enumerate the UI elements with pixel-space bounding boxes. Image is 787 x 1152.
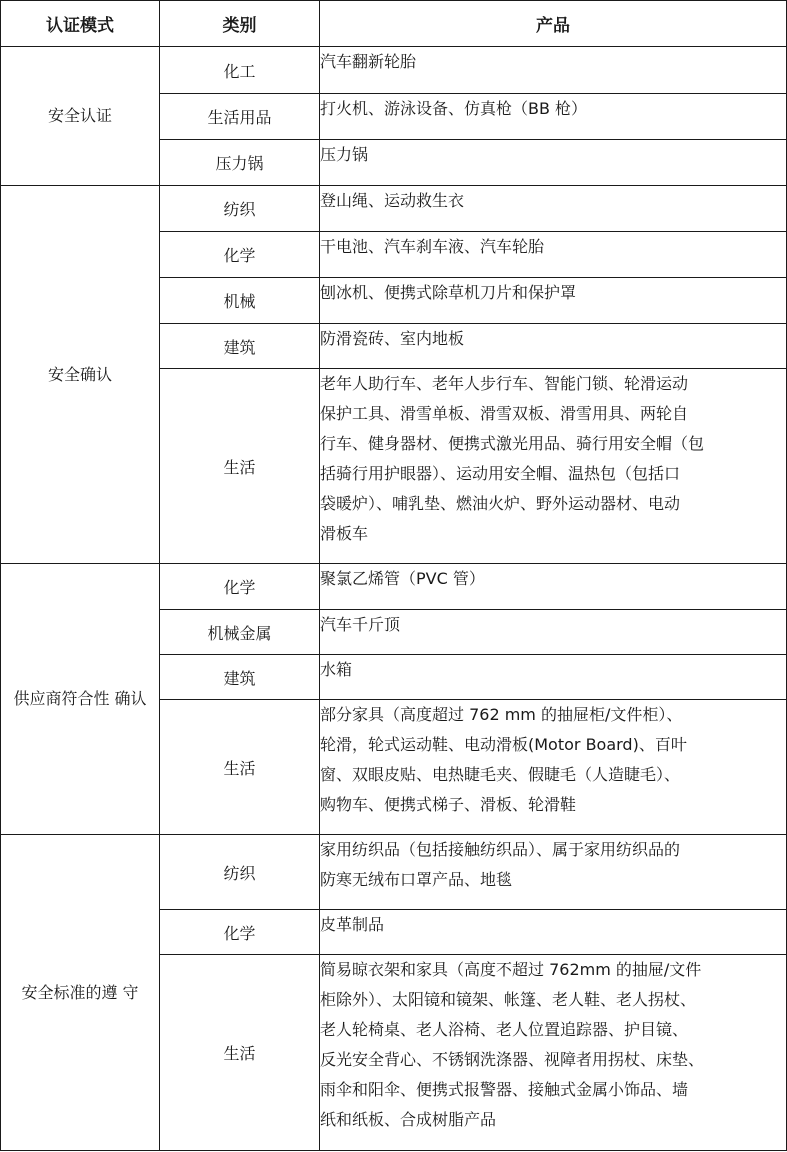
products-cell: 干电池、汽车刹车液、汽车轮胎 bbox=[320, 232, 787, 278]
products-cell: 打火机、游泳设备、仿真枪（BB 枪） bbox=[320, 94, 787, 140]
category-cell: 机械金属 bbox=[160, 610, 320, 655]
products-cell: 简易晾衣架和家具（高度不超过 762mm 的抽屉/文件 柜除外）、太阳镜和镜架、帐篷、老人鞋、老人拐杖、 老人轮椅桌、老人浴椅、老人位置追踪器、护目镜、 反光安全背心、不锈钢洗涤器、视障者用拐杖、床垫、 雨伞和阳伞、便携式报警器、接触式金属小饰品、墙 纸和纸板、合成树脂产品 bbox=[320, 955, 787, 1151]
category-cell: 化学 bbox=[160, 564, 320, 610]
category-cell: 化学 bbox=[160, 910, 320, 955]
header-row bbox=[1, 1, 787, 47]
products-cell: 汽车千斤顶 bbox=[320, 610, 787, 655]
header-category: 类别 bbox=[160, 1, 320, 47]
products-cell: 汽车翻新轮胎 bbox=[320, 47, 787, 94]
category-cell: 建筑 bbox=[160, 655, 320, 700]
header-products: 产品 bbox=[320, 1, 787, 47]
category-cell: 生活用品 bbox=[160, 94, 320, 140]
products-cell: 家用纺织品（包括接触纺织品）、属于家用纺织品的 防寒无绒布口罩产品、地毯 bbox=[320, 835, 787, 910]
products-cell: 防滑瓷砖、室内地板 bbox=[320, 324, 787, 369]
products-cell: 部分家具（高度超过 762 mm 的抽屉柜/文件柜）、 轮滑，轮式运动鞋、电动滑板(Motor Board)、百叶 窗、双眼皮贴、电热睫毛夹、假睫毛（人造睫毛）、 购物车、便携式梯子、滑板、轮滑鞋 bbox=[320, 700, 787, 835]
header-mode: 认证模式 bbox=[1, 1, 160, 47]
products-cell: 皮革制品 bbox=[320, 910, 787, 955]
category-cell: 生活 bbox=[160, 955, 320, 1151]
category-cell: 化工 bbox=[160, 47, 320, 94]
category-cell: 生活 bbox=[160, 700, 320, 835]
products-cell: 登山绳、运动救生衣 bbox=[320, 186, 787, 232]
products-cell: 压力锅 bbox=[320, 140, 787, 186]
table-row bbox=[1, 47, 787, 94]
mode-cell: 安全认证 bbox=[1, 47, 160, 186]
category-cell: 生活 bbox=[160, 369, 320, 564]
category-cell: 压力锅 bbox=[160, 140, 320, 186]
mode-cell: 安全标准的遵 守 bbox=[1, 835, 160, 1151]
category-cell: 建筑 bbox=[160, 324, 320, 369]
category-cell: 纺织 bbox=[160, 835, 320, 910]
products-cell: 水箱 bbox=[320, 655, 787, 700]
mode-cell: 安全确认 bbox=[1, 186, 160, 564]
table-row bbox=[1, 186, 787, 232]
category-cell: 机械 bbox=[160, 278, 320, 324]
mode-cell: 供应商符合性 确认 bbox=[1, 564, 160, 835]
products-cell: 刨冰机、便携式除草机刀片和保护罩 bbox=[320, 278, 787, 324]
category-cell: 化学 bbox=[160, 232, 320, 278]
table-row bbox=[1, 564, 787, 610]
table-row bbox=[1, 835, 787, 910]
products-cell: 聚氯乙烯管（PVC 管） bbox=[320, 564, 787, 610]
products-cell: 老年人助行车、老年人步行车、智能门锁、轮滑运动 保护工具、滑雪单板、滑雪双板、滑雪用具、两轮自 行车、健身器材、便携式激光用品、骑行用安全帽（包 括骑行用护眼器）、运动用安全帽、温热包（包括口 袋暖炉）、哺乳垫、燃油火炉、野外运动器材、电动 滑板车 bbox=[320, 369, 787, 564]
category-cell: 纺织 bbox=[160, 186, 320, 232]
